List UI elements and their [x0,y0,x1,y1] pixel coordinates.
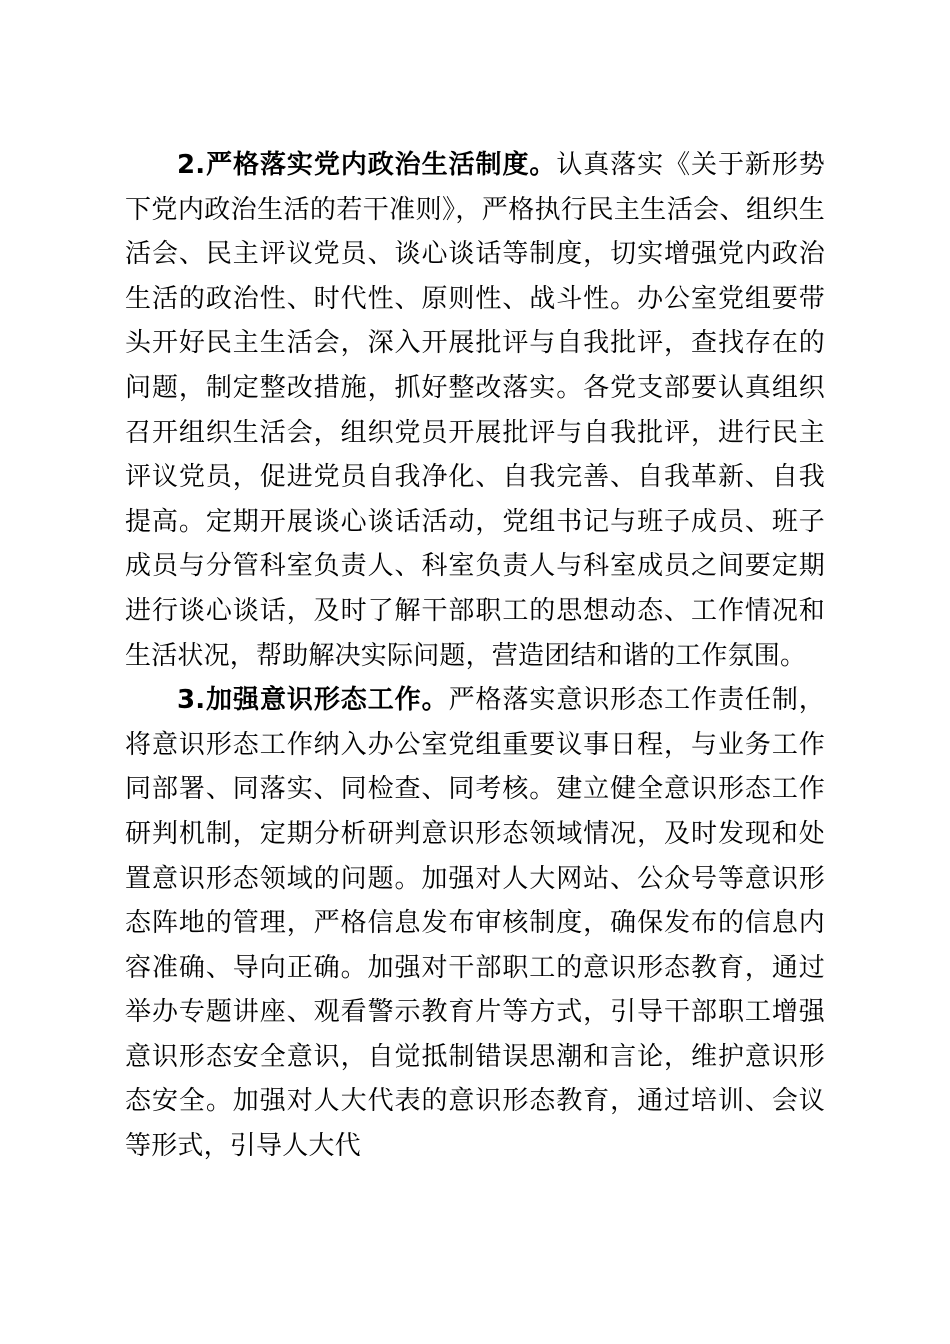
paragraph-text: 严格落实意识形态工作责任制，将意识形态工作纳入办公室党组重要议事日程，与业务工作同部署、同落实、同检查、同考核。建立健全意识形态工作研判机制，定期分析研判意识形态领域情况，及时发现和处置意识形态领域的问题。加强对人大网站、公众号等意识形态阵地的管理，严格信息发布审核制度，确保发布的信息内容准确、导向正确。加强对干部职工的意识形态教育，通过举办专题讲座、观看警示教育片等方式，引导干部职工增强意识形态安全意识，自觉抵制错误思潮和言论，维护意识形态安全。加强对人大代表的意识形态教育，通过培训、会议等形式，引导人大代 [125,685,825,1162]
paragraph-heading: 3.加强意识形态工作。 [177,685,449,716]
document-body [125,143,825,1169]
paragraph-heading: 2.严格落实党内政治生活制度。 [177,150,557,180]
paragraph-ideology-work [125,678,825,1169]
paragraph-party-life [125,143,825,678]
paragraph-text: 认真落实《关于新形势下党内政治生活的若干准则》，严格执行民主生活会、组织生活会、民主评议党员、谈心谈话等制度，切实增强党内政治生活的政治性、时代性、原则性、战斗性。办公室党组要带头开好民主生活会，深入开展批评与自我批评，查找存在的问题，制定整改措施，抓好整改落实。各党支部要认真组织召开组织生活会，组织党员开展批评与自我批评，进行民主评议党员，促进党员自我净化、自我完善、自我革新、自我提高。定期开展谈心谈话活动，党组书记与班子成员、班子成员与分管科室负责人、科室负责人与科室成员之间要定期进行谈心谈话，及时了解干部职工的思想动态、工作情况和生活状况，帮助解决实际问题，营造团结和谐的工作氛围。 [125,150,825,671]
